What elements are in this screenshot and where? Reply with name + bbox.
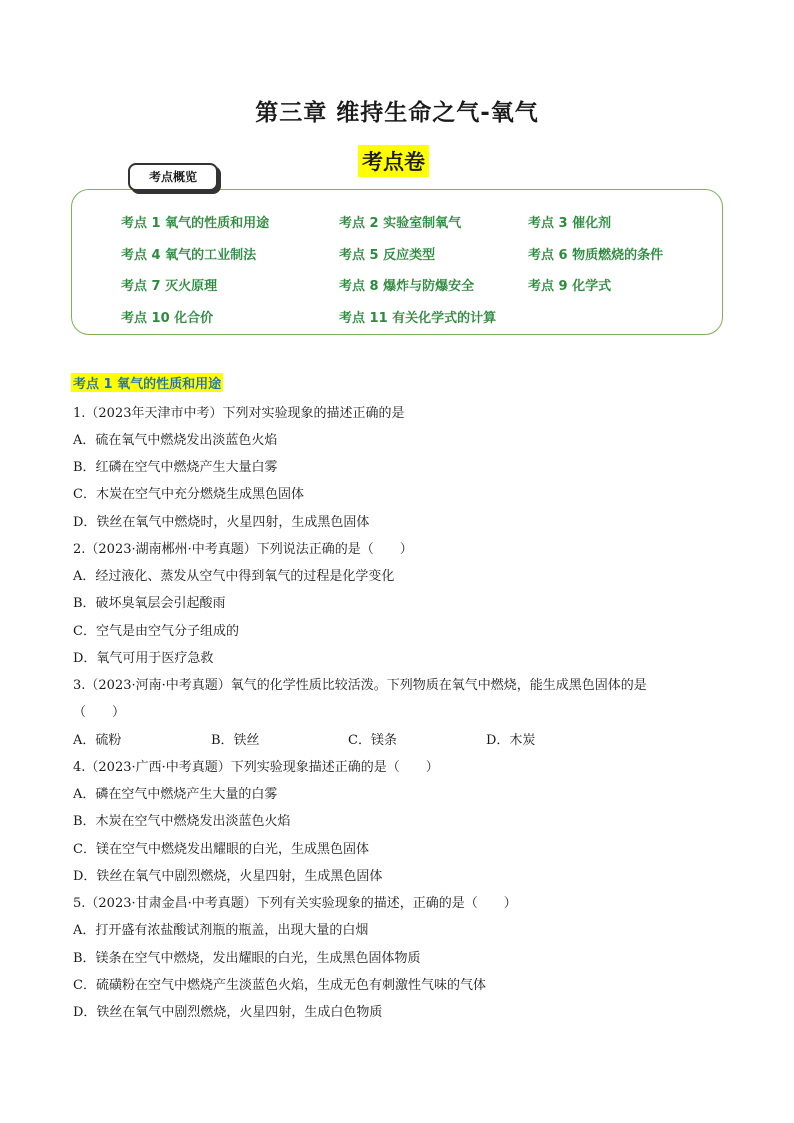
page-title: 第三章 维持生命之气-氧气 [255,100,539,126]
question-1-stem: 1.（2023年天津市中考）下列对实验现象的描述正确的是 [73,406,405,421]
question-1-option-c: C．木炭在空气中充分燃烧生成黑色固体 [73,487,304,502]
question-4-option-d: D．铁丝在氧气中剧烈燃烧，火星四射，生成黑色固体 [73,869,383,884]
section-heading: 考点 1 氧气的性质和用途 [71,373,223,392]
question-5-stem: 5.（2023·甘肃金昌·中考真题）下列有关实验现象的描述，正确的是（ ） [73,896,517,911]
overview-tab-label: 考点概览 [128,163,218,191]
question-2-option-b: B．破坏臭氧层会引起酸雨 [73,596,226,611]
question-2-option-a: A．经过液化、蒸发从空气中得到氧气的过程是化学变化 [73,569,395,584]
overview-item-1[interactable]: 考点 1 氧气的性质和用途 [121,216,270,231]
question-2-option-d: D．氧气可用于医疗急救 [73,651,214,666]
question-2-option-c: C．空气是由空气分子组成的 [73,624,239,639]
question-3-option-a: A．硫粉 [73,733,122,748]
question-1-option-a: A．硫在氧气中燃烧发出淡蓝色火焰 [73,433,278,448]
question-4-option-c: C．镁在空气中燃烧发出耀眼的白光，生成黑色固体 [73,842,369,857]
overview-item-5[interactable]: 考点 5 反应类型 [339,248,436,263]
question-3-option-d: D．木炭 [486,733,536,748]
question-3-option-c: C．镁条 [348,733,397,748]
question-4-stem: 4.（2023·广西·中考真题）下列实验现象描述正确的是（ ） [73,760,439,775]
question-5-option-d: D．铁丝在氧气中剧烈燃烧，火星四射，生成白色物质 [73,1005,383,1020]
question-3-stem: 3.（2023·河南·中考真题）氧气的化学性质比较活泼。下列物质在氧气中燃烧，能生成黑色固体的是 [73,678,647,693]
overview-item-3[interactable]: 考点 3 催化剂 [528,216,612,231]
question-3-option-b: B．铁丝 [211,733,260,748]
page-subtitle: 考点卷 [358,145,429,177]
question-4-option-b: B．木炭在空气中燃烧发出淡蓝色火焰 [73,814,291,829]
overview-item-4[interactable]: 考点 4 氧气的工业制法 [121,248,257,263]
question-3-stem-continued: （ ） [73,705,126,720]
question-2-stem: 2.（2023·湖南郴州·中考真题）下列说法正确的是（ ） [73,542,413,557]
question-1-option-d: D．铁丝在氧气中燃烧时，火星四射，生成黑色固体 [73,515,370,530]
question-5-option-c: C．硫磺粉在空气中燃烧产生淡蓝色火焰，生成无色有刺激性气味的气体 [73,978,486,993]
overview-item-10[interactable]: 考点 10 化合价 [121,311,214,326]
question-4-option-a: A．磷在空气中燃烧产生大量的白雾 [73,787,278,802]
overview-item-2[interactable]: 考点 2 实验室制氧气 [339,216,462,231]
question-5-option-a: A．打开盛有浓盐酸试剂瓶的瓶盖，出现大量的白烟 [73,923,369,938]
overview-item-6[interactable]: 考点 6 物质燃烧的条件 [528,248,664,263]
overview-item-11[interactable]: 考点 11 有关化学式的计算 [339,311,497,326]
overview-item-9[interactable]: 考点 9 化学式 [528,279,612,294]
overview-item-7[interactable]: 考点 7 灭火原理 [121,279,218,294]
overview-item-8[interactable]: 考点 8 爆炸与防爆安全 [339,279,475,294]
question-1-option-b: B．红磷在空气中燃烧产生大量白雾 [73,460,278,475]
question-5-option-b: B．镁条在空气中燃烧，发出耀眼的白光，生成黑色固体物质 [73,951,421,966]
